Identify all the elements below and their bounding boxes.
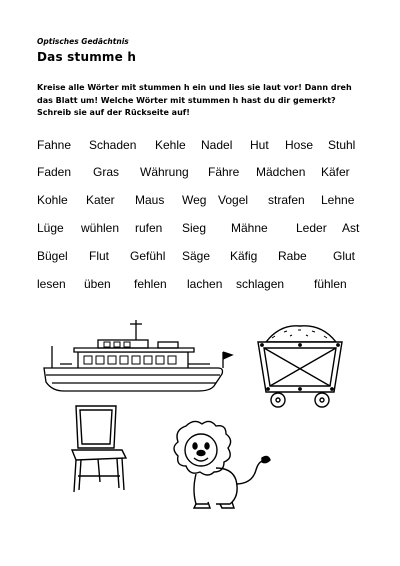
word: Maus xyxy=(135,193,165,207)
word: Säge xyxy=(182,249,211,263)
word-row xyxy=(0,277,400,291)
word: Hose xyxy=(285,138,314,152)
word: strafen xyxy=(268,193,305,207)
word: Faden xyxy=(37,165,72,179)
word: Schaden xyxy=(89,138,137,152)
word: Vogel xyxy=(218,193,249,207)
word-row xyxy=(0,165,400,179)
word: rufen xyxy=(135,221,163,235)
word: Rabe xyxy=(278,249,307,263)
word: Währung xyxy=(140,165,189,179)
word: Mädchen xyxy=(256,165,306,179)
word: Lüge xyxy=(37,221,64,235)
word-row xyxy=(0,249,400,263)
mine-cart-illustration xyxy=(250,322,350,410)
word: Käfig xyxy=(230,249,258,263)
word: Käfer xyxy=(321,165,350,179)
word-row xyxy=(0,221,400,235)
worksheet-kicker: Optisches Gedächtnis xyxy=(37,37,129,46)
word: Weg xyxy=(182,193,207,207)
word: Lehne xyxy=(321,193,355,207)
word: Kehle xyxy=(155,138,186,152)
word: Leder xyxy=(296,221,327,235)
word: schlagen xyxy=(236,277,285,291)
word: Fahne xyxy=(37,138,72,152)
word: lesen xyxy=(37,277,66,291)
word-row xyxy=(0,138,400,152)
lion-illustration xyxy=(156,418,276,514)
word: Gefühl xyxy=(130,249,166,263)
word: Sieg xyxy=(182,221,207,235)
word: wühlen xyxy=(81,221,120,235)
word: Bügel xyxy=(37,249,68,263)
word: Stuhl xyxy=(328,138,356,152)
word: Flut xyxy=(89,249,110,263)
word-row xyxy=(0,193,400,207)
word: Nadel xyxy=(201,138,233,152)
word: Kater xyxy=(86,193,115,207)
worksheet-instructions: Kreise alle Wörter mit stummen h ein und lies sie laut vor! Dann dreh das Blatt um! Welche Wörter mit stummen h hast du dir gemerkt? Schreib sie auf der Rückseite auf! xyxy=(37,83,352,117)
word: Gras xyxy=(93,165,120,179)
worksheet-title: Das stumme h xyxy=(37,50,137,64)
word: Kohle xyxy=(37,193,68,207)
word: Hut xyxy=(250,138,269,152)
ship-illustration xyxy=(38,318,238,396)
chair-illustration xyxy=(68,404,128,494)
word: Glut xyxy=(333,249,356,263)
word: lachen xyxy=(187,277,223,291)
word: Mähne xyxy=(231,221,268,235)
word: Fähre xyxy=(208,165,240,179)
word: fehlen xyxy=(134,277,167,291)
word: fühlen xyxy=(314,277,347,291)
word: üben xyxy=(84,277,111,291)
word: Ast xyxy=(342,221,360,235)
